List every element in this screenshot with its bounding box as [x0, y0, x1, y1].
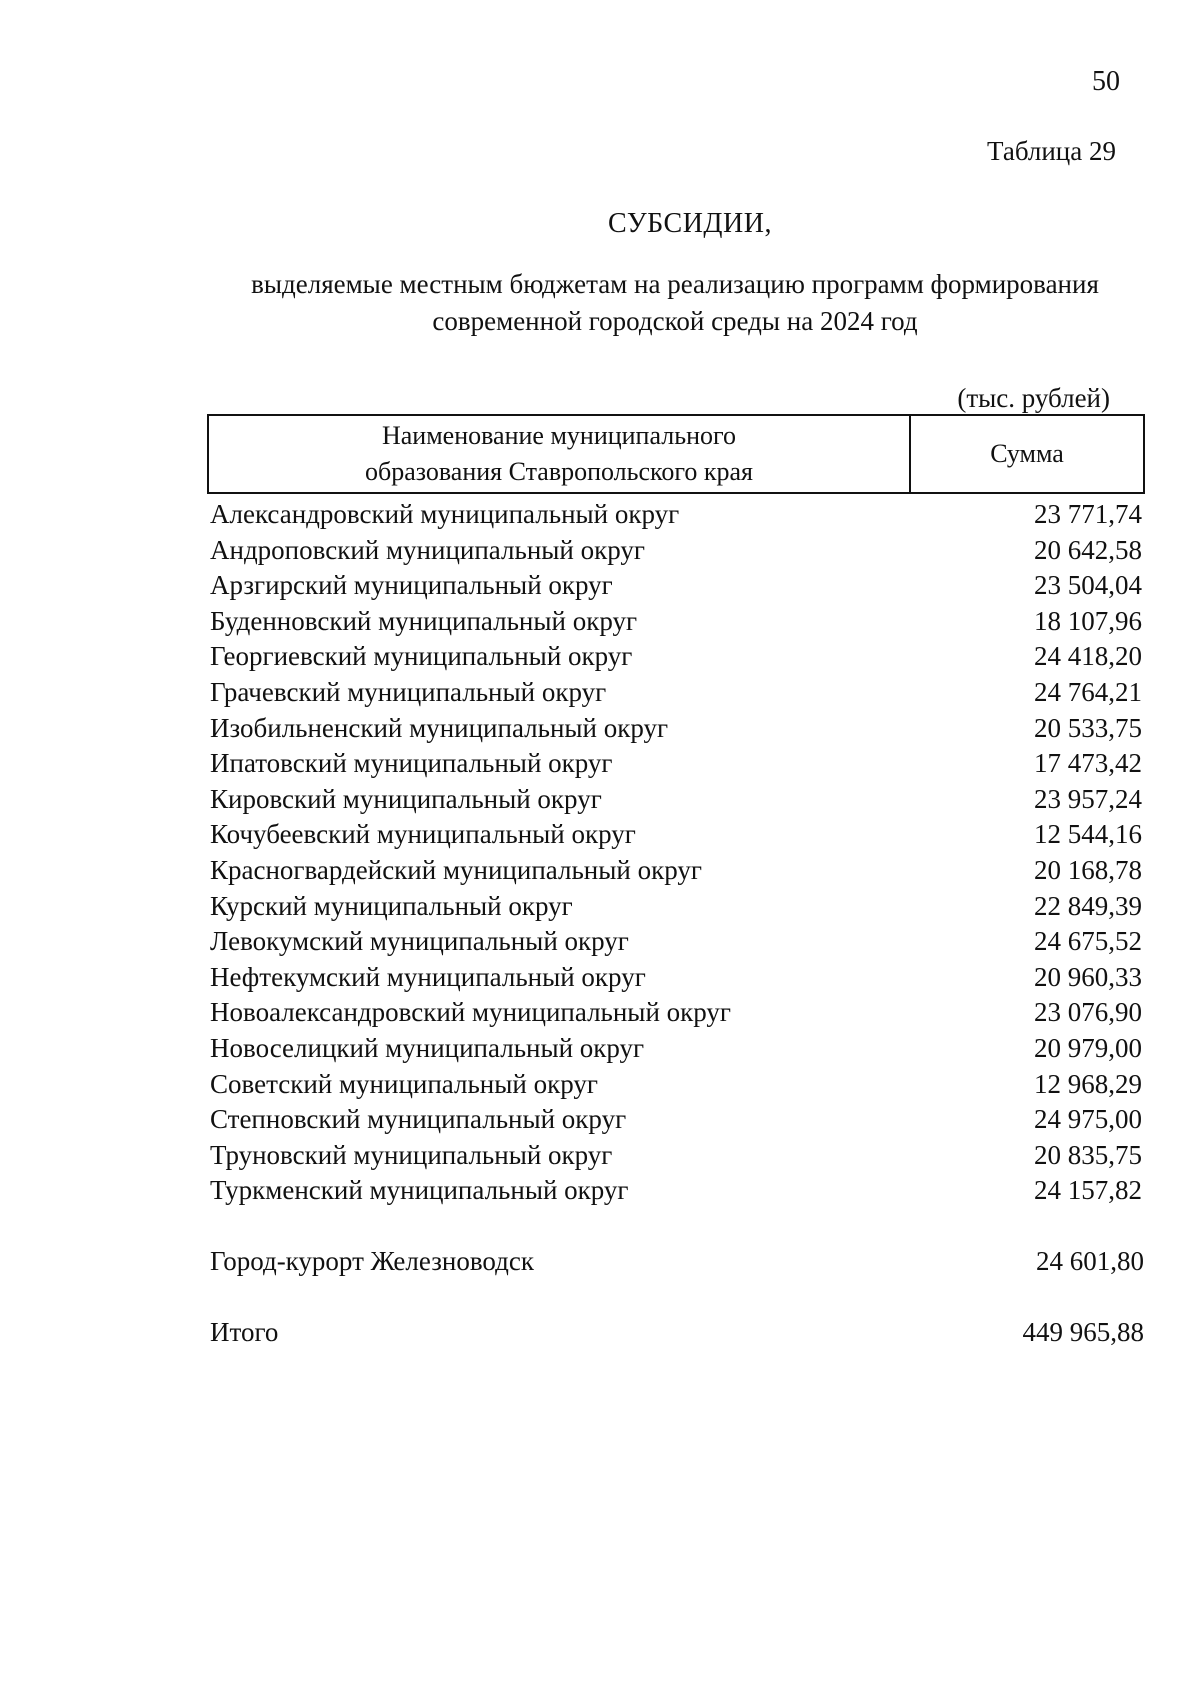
row-value: 23 076,90 — [1034, 997, 1142, 1028]
table-row — [210, 960, 1144, 996]
row-value: 20 835,75 — [1034, 1139, 1142, 1170]
header-name-line-1: Наименование муниципального — [381, 421, 737, 450]
row-value: 24 157,82 — [1034, 1175, 1142, 1206]
header-sum-column: Сумма — [990, 439, 1064, 468]
table-body — [210, 497, 1144, 1209]
row-name: Нефтекумский муниципальный округ — [210, 961, 646, 992]
city-row — [210, 1243, 1144, 1279]
row-name: Степновский муниципальный округ — [210, 1104, 627, 1135]
table-row — [210, 711, 1144, 747]
row-value: 22 849,39 — [1034, 890, 1142, 921]
table-row — [210, 889, 1144, 925]
row-name: Арзгирский муниципальный округ — [210, 570, 613, 601]
table-row — [210, 853, 1144, 889]
row-name: Буденновский муниципальный округ — [210, 605, 638, 636]
table-row — [210, 746, 1144, 782]
table-header — [207, 414, 1145, 494]
header-name-column — [209, 416, 911, 492]
row-name: Александровский муниципальный округ — [210, 499, 680, 529]
table-row — [210, 533, 1144, 569]
row-value: 20 979,00 — [1034, 1032, 1142, 1063]
row-value: 24 975,00 — [1034, 1104, 1142, 1135]
total-value: 449 965,88 — [1022, 1317, 1144, 1347]
table-row — [210, 1102, 1144, 1138]
row-value: 24 675,52 — [1034, 926, 1142, 957]
table-row — [210, 1031, 1144, 1067]
row-name: Левокумский муниципальный округ — [210, 926, 629, 957]
header-name-line-2: образования Ставропольского края — [364, 457, 754, 486]
row-name: Красногвардейский муниципальный округ — [210, 854, 702, 885]
city-name: Город-курорт Железноводск — [210, 1246, 534, 1276]
table-row — [210, 1138, 1144, 1174]
row-name: Труновский муниципальный округ — [210, 1139, 613, 1170]
row-value: 24 418,20 — [1034, 641, 1142, 672]
row-name: Советский муниципальный округ — [210, 1068, 598, 1099]
row-name: Изобильненский муниципальный округ — [210, 712, 669, 743]
document-subtitle — [200, 266, 1150, 340]
row-value: 20 960,33 — [1034, 961, 1142, 992]
row-name: Георгиевский муниципальный округ — [210, 641, 633, 672]
row-value: 12 544,16 — [1034, 819, 1142, 850]
table-row — [210, 1067, 1144, 1103]
table-row — [210, 1173, 1144, 1209]
table-row — [210, 497, 1144, 533]
row-value: 23 504,04 — [1034, 570, 1142, 601]
row-name: Новоалександровский муниципальный округ — [210, 997, 731, 1028]
row-name: Курский муниципальный округ — [210, 890, 573, 921]
row-value: 23 957,24 — [1034, 783, 1142, 814]
table-row — [210, 604, 1144, 640]
row-value: 23 771,74 — [1034, 499, 1142, 529]
row-value: 20 642,58 — [1034, 534, 1142, 565]
row-value: 24 764,21 — [1034, 676, 1142, 707]
row-name: Кочубеевский муниципальный округ — [210, 819, 636, 850]
subtitle-line-1: выделяемые местным бюджетам на реализацию программ формирования — [251, 269, 1099, 299]
total-label: Итого — [210, 1317, 279, 1347]
units-label: (тыс. рублей) — [957, 383, 1110, 413]
row-name: Грачевский муниципальный округ — [210, 676, 607, 707]
row-value: 18 107,96 — [1034, 605, 1142, 636]
table-row — [210, 995, 1144, 1031]
row-name: Новоселицкий муниципальный округ — [210, 1032, 645, 1063]
table-row — [210, 639, 1144, 675]
page-number: 50 — [1092, 66, 1120, 97]
row-name: Кировский муниципальный округ — [210, 783, 602, 814]
row-value: 12 968,29 — [1034, 1068, 1142, 1099]
table-row — [210, 817, 1144, 853]
table-row — [210, 568, 1144, 604]
row-value: 20 168,78 — [1034, 854, 1142, 885]
row-name: Туркменский муниципальный округ — [210, 1175, 629, 1206]
table-row — [210, 782, 1144, 818]
row-value: 17 473,42 — [1034, 748, 1142, 779]
row-value: 20 533,75 — [1034, 712, 1142, 743]
row-name: Ипатовский муниципальный округ — [210, 748, 613, 779]
table-label: Таблица 29 — [987, 136, 1116, 166]
document-title: СУБСИДИИ, — [608, 208, 772, 239]
table-row — [210, 675, 1144, 711]
subtitle-line-2: современной городской среды на 2024 год — [432, 306, 918, 336]
row-name: Андроповский муниципальный округ — [210, 534, 645, 565]
table-row — [210, 924, 1144, 960]
total-row — [210, 1314, 1144, 1350]
city-value: 24 601,80 — [1036, 1246, 1144, 1276]
